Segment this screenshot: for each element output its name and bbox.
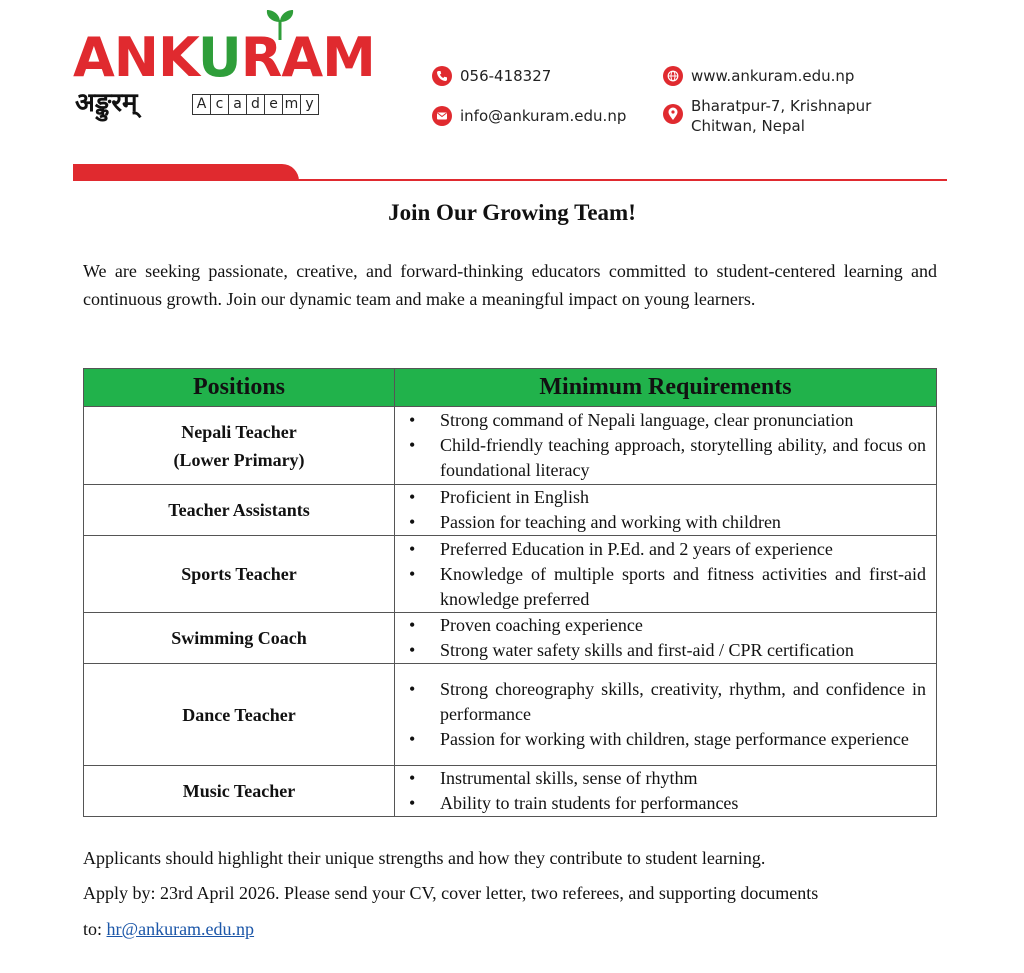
logo [73, 8, 373, 128]
table-row [84, 485, 937, 536]
requirement-item: • Passion for teaching and working with children [395, 510, 926, 535]
logo-academy-label: A c a d e m y [193, 94, 319, 115]
address-line-1: Bharatpur-7, Krishnapur [691, 97, 872, 115]
requirement-item: • Strong water safety skills and first-aid / CPR certification [395, 638, 926, 663]
globe-icon [663, 66, 683, 86]
apply-email-link[interactable]: hr@ankuram.edu.np [106, 919, 255, 939]
requirement-item: • Ability to train students for performances [395, 791, 926, 816]
deadline-note: Apply by: 23rd April 2026. Please send your CV, cover letter, two referees, and supporting documents [83, 883, 819, 903]
website-link[interactable]: www.ankuram.edu.np [691, 67, 855, 85]
header-requirements: Minimum Requirements [395, 369, 937, 407]
requirement-item: • Proven coaching experience [395, 613, 926, 638]
position-cell: Music Teacher [84, 766, 395, 817]
requirement-item: • Strong choreography skills, creativity, rhythm, and confidence in performance [395, 677, 926, 727]
requirements-cell [395, 407, 937, 485]
requirement-item: • Instrumental skills, sense of rhythm [395, 766, 926, 791]
contact-phone [432, 66, 551, 86]
requirement-item: • Knowledge of multiple sports and fitness activities and first-aid knowledge preferred [395, 562, 926, 612]
requirements-cell [395, 613, 937, 664]
requirements-cell [395, 664, 937, 766]
header-divider [73, 179, 947, 181]
position-cell: Nepali Teacher (Lower Primary) [84, 407, 395, 485]
intro-paragraph: We are seeking passionate, creative, and forward-thinking educators committed to student-centered learning and continuous growth. Join our dynamic team and make a meaningful impact on young learners. [83, 261, 937, 309]
table-row [84, 536, 937, 613]
contact-website [663, 66, 854, 86]
requirement-item: • Child-friendly teaching approach, storytelling ability, and focus on foundational literacy [395, 433, 926, 483]
phone-icon [432, 66, 452, 86]
requirements-cell [395, 485, 937, 536]
contact-email [432, 106, 626, 126]
address-line-2: Chitwan, Nepal [691, 117, 805, 135]
phone-number[interactable]: 056-418327 [460, 67, 552, 85]
page-title: Join Our Growing Team! [388, 200, 636, 225]
requirement-item: • Passion for working with children, stage performance experience [395, 727, 926, 752]
email-link[interactable]: info@ankuram.edu.np [460, 107, 627, 125]
position-cell: Dance Teacher [84, 664, 395, 766]
contact-address [663, 96, 871, 136]
position-cell: Teacher Assistants [84, 485, 395, 536]
position-cell: Sports Teacher [84, 536, 395, 613]
logo-wordmark: ANKURAM [73, 26, 375, 89]
table-row [84, 613, 937, 664]
location-pin-icon [663, 104, 683, 124]
requirement-item: • Strong command of Nepali language, clear pronunciation [395, 408, 926, 433]
table-row [84, 664, 937, 766]
closing-note: Applicants should highlight their unique strengths and how they contribute to student learning. [83, 848, 766, 868]
logo-devanagari: अङ्कुरम् [75, 88, 138, 118]
table-row [84, 766, 937, 817]
positions-table [83, 368, 937, 817]
table-row [84, 407, 937, 485]
mail-icon [432, 106, 452, 126]
requirement-item: • Preferred Education in P.Ed. and 2 years of experience [395, 537, 926, 562]
position-cell: Swimming Coach [84, 613, 395, 664]
header-positions: Positions [84, 369, 395, 407]
table-header-row [84, 369, 937, 407]
requirement-item: • Proficient in English [395, 485, 926, 510]
requirements-cell [395, 536, 937, 613]
apply-email-line: to: hr@ankuram.edu.np [83, 919, 255, 939]
requirements-cell [395, 766, 937, 817]
